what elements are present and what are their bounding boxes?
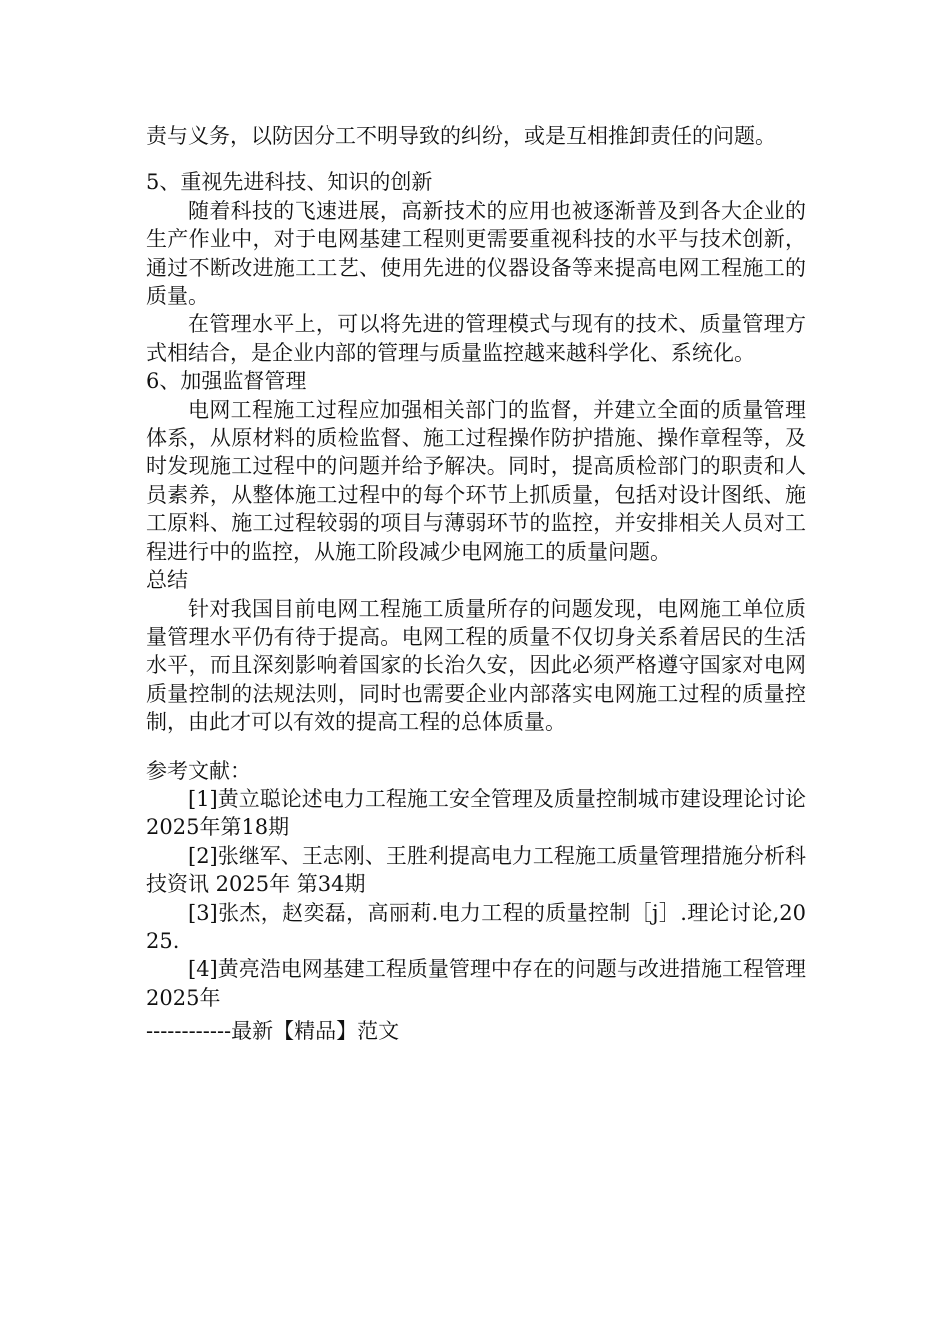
footer-label: ------------最新【精品】范文 — [146, 1019, 400, 1043]
paragraph-supervision: 电网工程施工过程应加强相关部门的监督，并建立全面的质量管理体系，从原材料的质检监督、施工过程操作防护措施、操作章程等，及时发现施工过程中的问题并给予解决。同时，提高质检部门的职责和人员素养，从整体施工过程中的每个环节上抓质量，包括对设计图纸、施工原料、施工过程较弱的项目与薄弱环节的监控，并安排相关人员对工程进行中的监控，从施工阶段减少电网施工的质量问题。 — [146, 397, 806, 564]
paragraph-continuation: 责与义务，以防因分工不明导致的纠纷，或是互相推卸责任的问题。 — [146, 124, 776, 148]
section-heading-5: 5、重视先进科技、知识的创新 — [146, 170, 433, 195]
reference-item-4: [4]黄亮浩电网基建工程质量管理中存在的问题与改进措施工程管理2025年 — [146, 957, 806, 1010]
reference-item-3: [3]张杰，赵奕磊，高丽莉.电力工程的质量控制［j］.理论讨论,2025. — [146, 900, 806, 953]
references-heading: 参考文献： — [146, 758, 251, 783]
summary-heading: 总结 — [146, 568, 188, 593]
paragraph-tech-innovation: 随着科技的飞速进展，高新技术的应用也被逐渐普及到各大企业的生产作业中，对于电网基建工程则更需要重视科技的水平与技术创新，通过不断改进施工工艺、使用先进的仪器设备等来提高电网工程施工的质量。 — [146, 198, 806, 309]
reference-item-1: [1]黄立聪论述电力工程施工安全管理及质量控制城市建设理论讨论 2025年第18期 — [146, 786, 806, 840]
section-heading-6: 6、加强监督管理 — [146, 369, 307, 394]
document-body — [146, 122, 806, 1012]
paragraph-summary: 针对我国目前电网工程施工质量所存的问题发现，电网施工单位质量管理水平仍有待于提高。电网工程的质量不仅切身关系着居民的生活水平，而且深刻影响着国家的长治久安，因此必须严格遵守国家对电网质量控制的法规法则，同时也需要企业内部落实电网施工过程的质量控制，由此才可以有效的提高工程的总体质量。 — [146, 596, 806, 735]
paragraph-management-level: 在管理水平上，可以将先进的管理模式与现有的技术、质量管理方式相结合，是企业内部的管理与质量监控越来越科学化、系统化。 — [146, 312, 806, 365]
reference-item-2: [2]张继军、王志刚、王胜利提高电力工程施工质量管理措施分析科技资讯 2025年 第34期 — [146, 843, 806, 897]
